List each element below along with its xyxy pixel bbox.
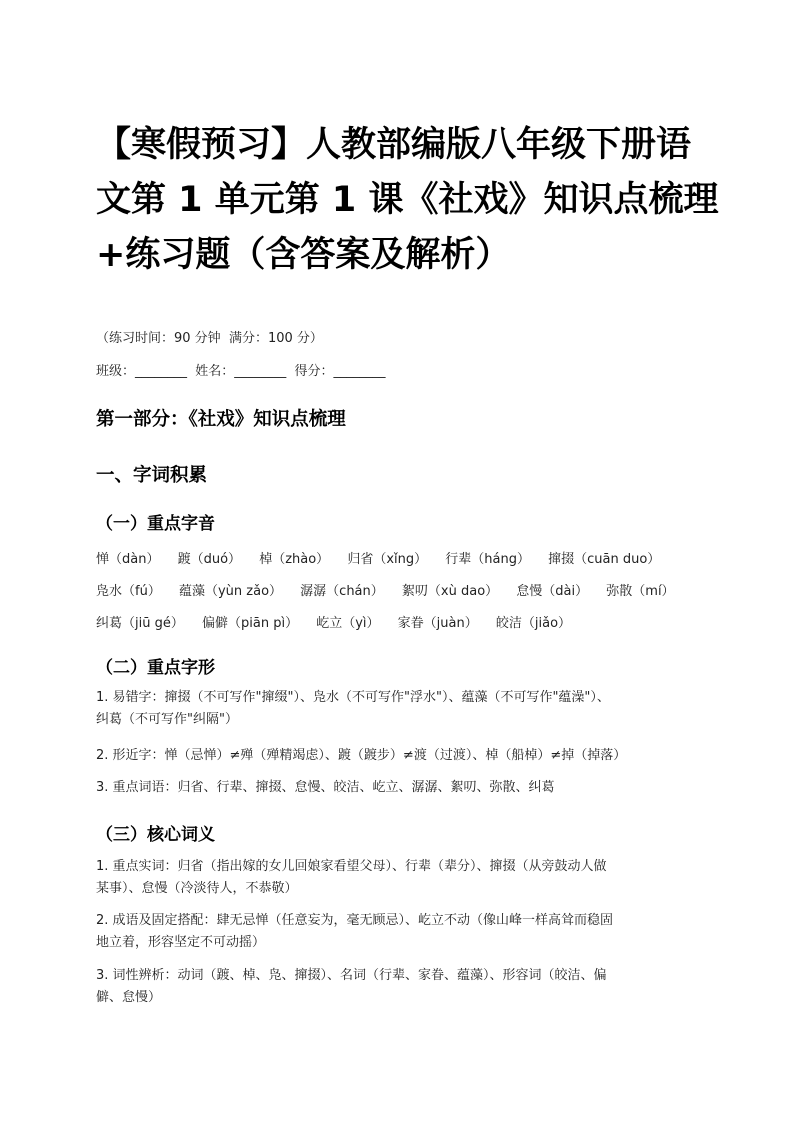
pinyin-item: 行辈（háng） bbox=[445, 552, 530, 567]
pinyin-item: 皎洁（jiǎo） bbox=[495, 616, 572, 631]
sub2-heading: （二）重点字形 bbox=[96, 658, 215, 678]
glyph-item bbox=[96, 777, 702, 799]
pinyin-item: 家眷（juàn） bbox=[397, 616, 478, 631]
pinyin-item: 弥散（mí） bbox=[606, 584, 675, 599]
meaning-item bbox=[96, 965, 702, 1009]
pinyin-row bbox=[96, 612, 585, 631]
paragraph-line: 1. 重点实词：归省（指出嫁的女儿回娘家看望父母）、行辈（辈分）、撺掇（从旁鼓动人做 bbox=[96, 859, 607, 874]
pinyin-item: 偏僻（piān pì） bbox=[202, 616, 299, 631]
pinyin-row bbox=[96, 548, 674, 567]
pinyin-item: 撺掇（cuān duo） bbox=[548, 552, 661, 567]
paragraph-line: 僻、怠慢） bbox=[96, 990, 162, 1005]
glyph-item bbox=[96, 745, 702, 767]
pinyin-row bbox=[96, 580, 689, 599]
paragraph-line: 2. 成语及固定搭配：肆无忌惮（任意妄为，毫无顾忌）、屹立不动（像山峰一样高耸而稳固 bbox=[96, 913, 614, 928]
pinyin-item: 絮叨（xù dao） bbox=[401, 584, 499, 599]
pinyin-item: 棹（zhào） bbox=[259, 552, 330, 567]
title-line: 【寒假预习】人教部编版八年级下册语 bbox=[96, 125, 692, 165]
paragraph-line: 地立着，形容坚定不可动摇） bbox=[96, 935, 266, 950]
pinyin-item: 潺潺（chán） bbox=[300, 584, 384, 599]
sub3-heading: （三）核心词义 bbox=[96, 825, 215, 845]
paragraph-line: 3. 重点词语：归省、行辈、撺掇、怠慢、皎洁、屹立、潺潺、絮叨、弥散、纠葛 bbox=[96, 780, 555, 795]
pinyin-item: 凫水（fú） bbox=[96, 584, 161, 599]
meaning-item bbox=[96, 910, 702, 954]
pinyin-item: 惮（dàn） bbox=[96, 552, 160, 567]
paragraph-line: 1. 易错字：撺掇（不可写作"撺缀"）、凫水（不可写作"浮水"）、蕴藻（不可写作"蕴澡"）、 bbox=[96, 690, 610, 705]
glyph-item bbox=[96, 687, 702, 731]
paragraph-line: 某事）、怠慢（冷淡待人，不恭敬） bbox=[96, 881, 298, 896]
paragraph-line: 2. 形近字：惮（忌惮）≠殚（殚精竭虑）、踱（踱步）≠渡（过渡）、棹（船棹）≠掉（掉落） bbox=[96, 748, 627, 763]
pinyin-item: 蕴藻（yùn zǎo） bbox=[178, 584, 283, 599]
paragraph-line: 3. 词性辨析：动词（踱、棹、凫、撺掇）、名词（行辈、家眷、蕴藻）、形容词（皎洁、偏 bbox=[96, 968, 607, 983]
pinyin-item: 怠慢（dài） bbox=[516, 584, 589, 599]
sub1-heading: （一）重点字音 bbox=[96, 514, 215, 534]
title-line: +练习题（含答案及解析） bbox=[96, 235, 511, 275]
part1-heading: 第一部分：《社戏》知识点梳理 bbox=[96, 409, 346, 430]
pinyin-item: 屹立（yì） bbox=[316, 616, 380, 631]
pinyin-item: 踱（duó） bbox=[177, 552, 242, 567]
pinyin-item: 归省（xǐng） bbox=[347, 552, 428, 567]
title-line: 文第 1 单元第 1 课《社戏》知识点梳理 bbox=[96, 180, 719, 220]
paragraph-line: 纠葛（不可写作"纠隔"） bbox=[96, 712, 238, 727]
section1-heading: 一、字词积累 bbox=[96, 465, 208, 486]
exam-info: （练习时间：90 分钟 满分：100 分） bbox=[96, 331, 323, 346]
student-fields: 班级：________ 姓名：________ 得分：________ bbox=[96, 364, 386, 379]
document-title bbox=[96, 118, 719, 283]
pinyin-item: 纠葛（jiū gé） bbox=[96, 616, 184, 631]
meaning-item bbox=[96, 856, 702, 900]
